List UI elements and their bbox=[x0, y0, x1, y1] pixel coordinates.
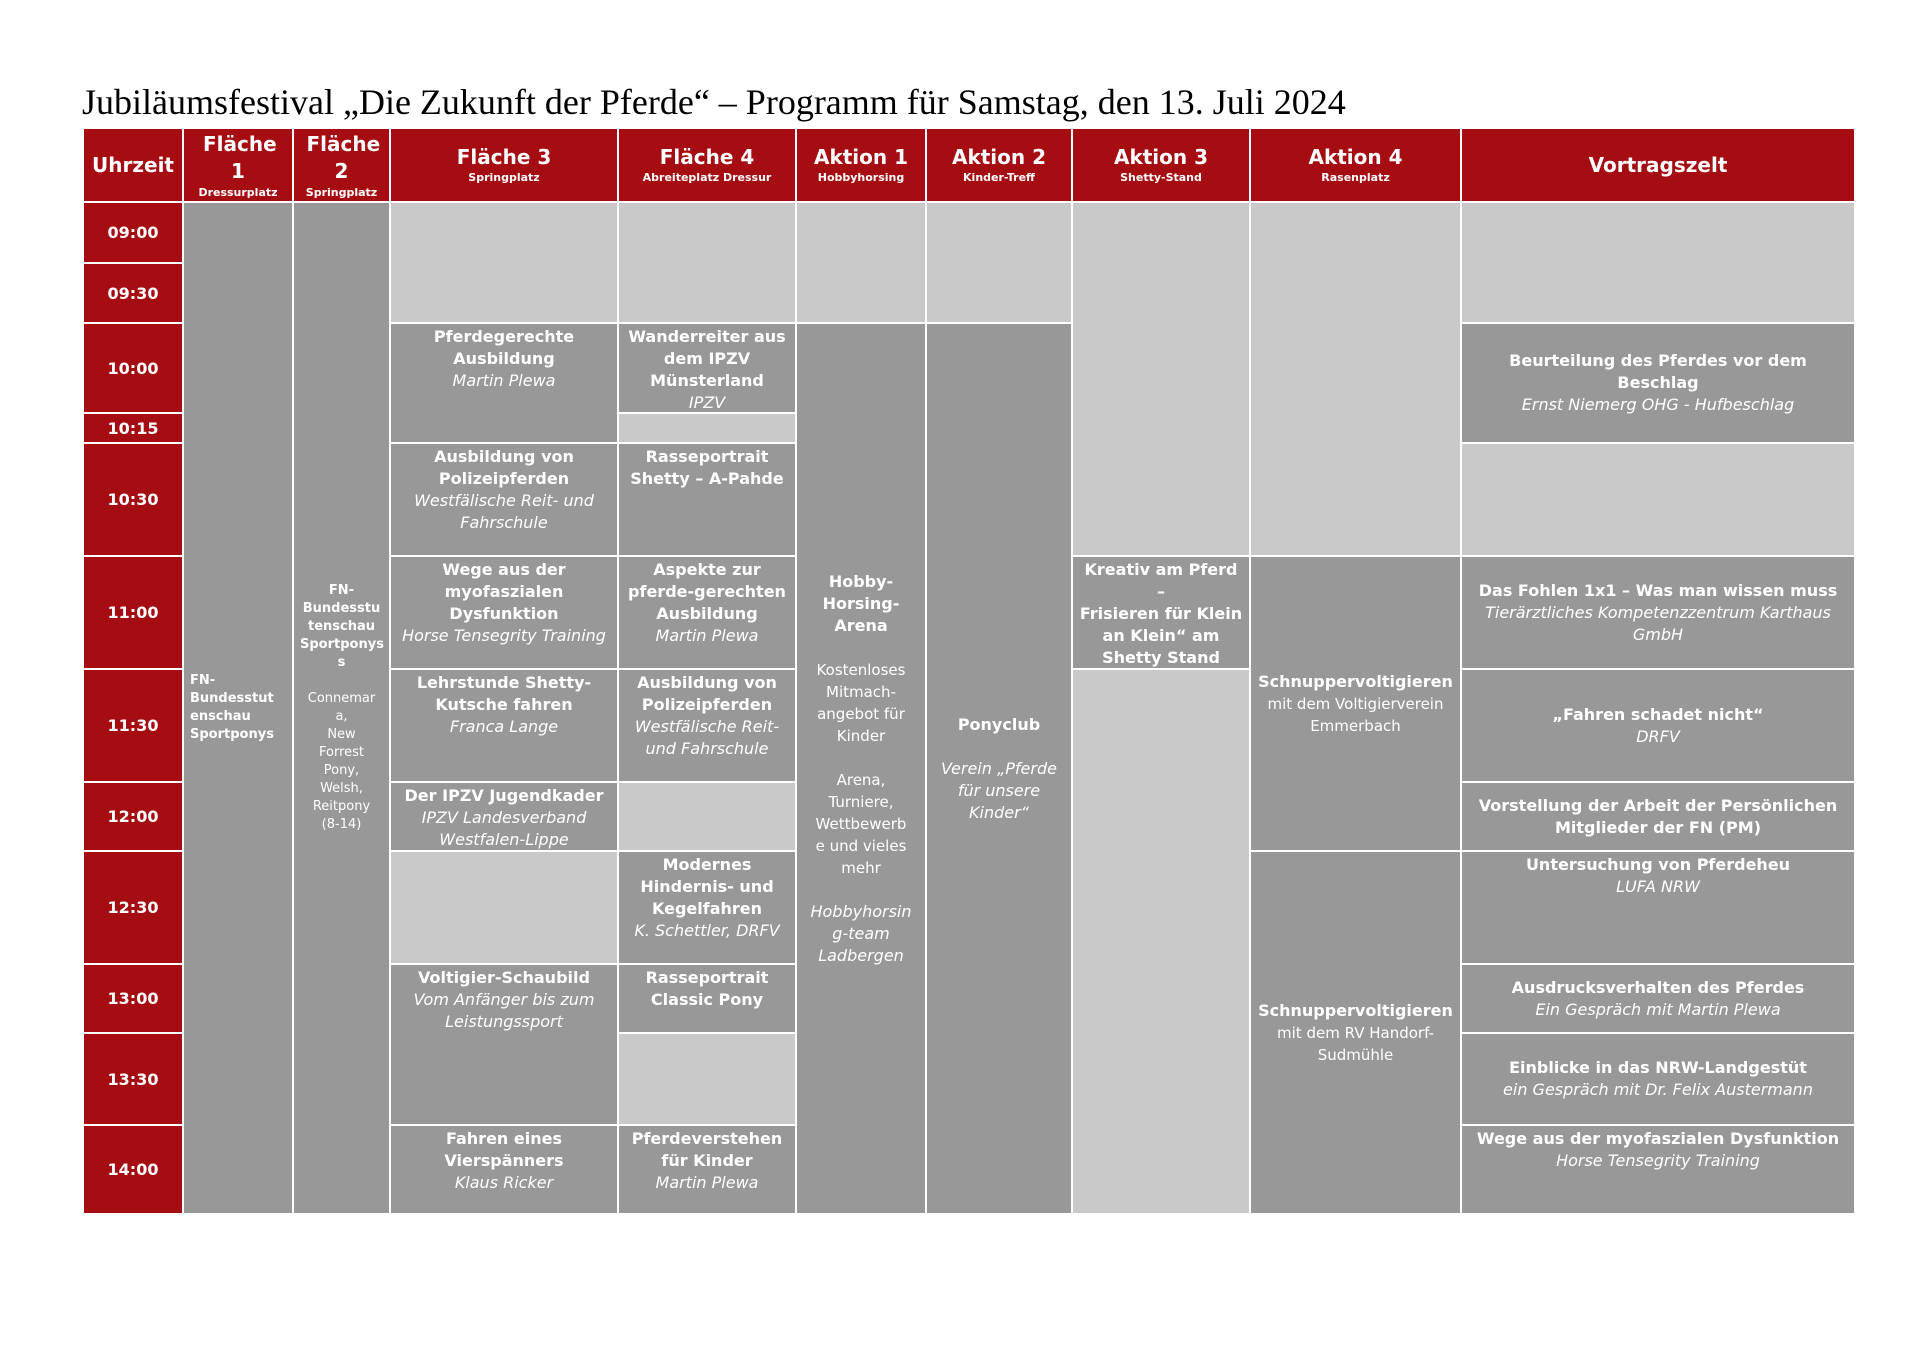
event-title: Wege aus der myofaszialen Dysfunktion bbox=[1476, 1129, 1840, 1148]
empty-slot bbox=[618, 413, 796, 443]
event-text: Kostenloses bbox=[816, 660, 906, 679]
program-event bbox=[618, 1125, 796, 1214]
page-title: Jubiläumsfestival „Die Zukunft der Pferde“ – Programm für Samstag, den 13. Juli 2024 bbox=[82, 82, 1346, 122]
event-text: Arena, bbox=[836, 770, 886, 789]
event-title: Classic Pony bbox=[650, 990, 764, 1009]
program-event bbox=[1461, 964, 1855, 1033]
program-event bbox=[183, 202, 293, 1214]
event-title: Aspekte zur bbox=[653, 560, 761, 579]
event-text: Turniere, bbox=[828, 792, 894, 811]
column-header-name: Uhrzeit bbox=[92, 152, 174, 177]
column-header-name: Aktion 3 bbox=[1113, 145, 1209, 169]
event-host: Martin Plewa bbox=[655, 1173, 759, 1192]
event-spacer bbox=[803, 879, 919, 901]
empty-slot bbox=[1461, 443, 1855, 556]
column-header-uhrzeit bbox=[83, 128, 183, 202]
event-title: Untersuchung von Pferdeheu bbox=[1525, 855, 1791, 874]
event-spacer bbox=[933, 736, 1065, 758]
event-title: Wanderreiter aus bbox=[628, 327, 786, 346]
event-title: Shetty – A-Pahde bbox=[630, 469, 784, 488]
event-host: Horse Tensegrity Training bbox=[1556, 1151, 1760, 1170]
event-text: Kinder bbox=[836, 726, 886, 745]
empty-slot bbox=[926, 202, 1072, 323]
event-host: Leistungssport bbox=[445, 1012, 563, 1031]
empty-slot bbox=[1250, 202, 1461, 556]
event-host: IPZV Landesverband bbox=[421, 808, 587, 827]
column-header-name: Fläche 3 bbox=[456, 145, 552, 169]
event-spacer bbox=[803, 637, 919, 659]
event-title: Hindernis- und bbox=[640, 877, 774, 896]
event-title: Vierspänners bbox=[444, 1151, 564, 1170]
program-event bbox=[618, 669, 796, 782]
event-text: Reitpony bbox=[312, 799, 371, 814]
event-title: Schnuppervoltigieren bbox=[1258, 671, 1453, 691]
event-host: Verein „Pferde bbox=[941, 758, 1057, 778]
program-event bbox=[1461, 323, 1855, 443]
event-host: ein Gespräch mit Dr. Felix Austermann bbox=[1503, 1080, 1813, 1099]
event-host: Vom Anfänger bis zum bbox=[413, 990, 595, 1009]
event-host: für unsere bbox=[957, 780, 1041, 800]
program-event bbox=[1072, 556, 1250, 669]
event-title: Polizeipferden bbox=[438, 469, 570, 488]
event-text: enschau bbox=[190, 709, 251, 724]
program-event bbox=[796, 323, 926, 1214]
column-header-aktion-2 bbox=[926, 128, 1072, 202]
event-spacer bbox=[300, 672, 383, 690]
event-host: und Fahrschule bbox=[645, 739, 769, 758]
event-title: pferde-gerechten bbox=[628, 582, 786, 601]
time-slot: 14:00 bbox=[83, 1125, 183, 1214]
event-host: Ein Gespräch mit Martin Plewa bbox=[1535, 999, 1781, 1019]
column-header-name: Aktion 2 bbox=[951, 145, 1047, 169]
event-text: Sportponys bbox=[300, 637, 384, 652]
event-host: Westfälische Reit- bbox=[634, 717, 780, 736]
event-title: Ausbildung von bbox=[637, 673, 777, 692]
event-title: Der IPZV Jugendkader bbox=[404, 786, 604, 805]
event-title: Das Fohlen 1x1 – Was man wissen muss bbox=[1478, 580, 1838, 600]
event-title: Ponyclub bbox=[957, 714, 1041, 734]
event-text: Welsh, bbox=[320, 781, 363, 796]
column-header-name: Fläche 2 bbox=[306, 131, 381, 183]
event-host: Fahrschule bbox=[460, 513, 548, 532]
event-text: Pony, bbox=[323, 763, 360, 778]
column-header-name: Fläche 1 bbox=[203, 131, 277, 183]
event-title: Kegelfahren bbox=[651, 899, 763, 918]
time-slot: 10:15 bbox=[83, 413, 183, 443]
event-host: DRFV bbox=[1636, 726, 1680, 746]
empty-slot bbox=[618, 782, 796, 851]
time-slot: 10:30 bbox=[83, 443, 183, 556]
program-event bbox=[390, 782, 618, 851]
empty-slot bbox=[1072, 202, 1250, 556]
event-title: für Kinder bbox=[661, 1151, 753, 1170]
time-slot: 13:00 bbox=[83, 964, 183, 1033]
program-event bbox=[293, 202, 390, 1214]
program-event bbox=[1461, 669, 1855, 782]
program-event bbox=[390, 323, 618, 443]
event-title: dem IPZV bbox=[663, 349, 751, 368]
event-title: Beurteilung des Pferdes vor dem Beschlag bbox=[1509, 351, 1807, 392]
event-text: Sudmühle bbox=[1317, 1045, 1394, 1064]
event-text: FN- bbox=[190, 673, 216, 688]
column-header-vortragszelt bbox=[1461, 128, 1855, 202]
program-event bbox=[618, 851, 796, 964]
event-host: Westfälische Reit- und bbox=[414, 491, 594, 510]
time-slot: 11:00 bbox=[83, 556, 183, 669]
event-title: Mitglieder der FN (PM) bbox=[1554, 817, 1762, 837]
event-text: (8-14) bbox=[321, 817, 362, 832]
empty-slot bbox=[390, 202, 618, 323]
event-host: Ladbergen bbox=[818, 945, 904, 965]
event-title: Einblicke in das NRW-Landgestüt bbox=[1509, 1058, 1807, 1077]
event-title: „Fahren schadet nicht“ bbox=[1552, 704, 1764, 724]
event-host: GmbH bbox=[1632, 624, 1684, 644]
column-header-location: Springplatz bbox=[305, 185, 378, 199]
event-text: angebot für bbox=[817, 704, 905, 723]
program-event bbox=[926, 323, 1072, 1214]
event-title: Münsterland bbox=[650, 371, 764, 390]
program-event bbox=[1461, 556, 1855, 669]
event-title: Fahren eines bbox=[446, 1129, 562, 1148]
program-event bbox=[390, 443, 618, 556]
program-event bbox=[618, 443, 796, 556]
program-event bbox=[1250, 556, 1461, 851]
event-host: K. Schettler, DRFV bbox=[634, 921, 780, 940]
event-text: s bbox=[337, 655, 346, 670]
event-text: Emmerbach bbox=[1310, 716, 1401, 735]
event-text: Mitmach- bbox=[826, 682, 896, 701]
event-host: g-team bbox=[832, 923, 890, 943]
event-text: mehr bbox=[841, 858, 881, 877]
empty-slot bbox=[1461, 202, 1855, 323]
event-text: a, bbox=[335, 709, 348, 724]
event-title: Rasseportrait bbox=[645, 968, 769, 987]
column-header-name: Vortragszelt bbox=[1588, 152, 1728, 177]
event-text: Bundesstu bbox=[302, 601, 381, 616]
event-host: Tierärztliches Kompetenzzentrum Karthaus bbox=[1485, 602, 1831, 622]
column-header-aktion-1 bbox=[796, 128, 926, 202]
event-title: an Klein“ am bbox=[1102, 626, 1220, 645]
event-title: Lehrstunde Shetty- bbox=[416, 673, 592, 692]
event-host: Franca Lange bbox=[449, 717, 559, 736]
event-title: Vorstellung der Arbeit der Persönlichen bbox=[1478, 795, 1838, 815]
time-slot: 11:30 bbox=[83, 669, 183, 782]
event-title: Ausdrucksverhalten des Pferdes bbox=[1511, 977, 1805, 997]
column-header-location: Rasenplatz bbox=[1321, 171, 1390, 184]
event-title: Arena bbox=[834, 615, 888, 635]
event-title: Ausbildung von bbox=[434, 447, 574, 466]
time-slot: 09:00 bbox=[83, 202, 183, 263]
column-header-fläche-4 bbox=[618, 128, 796, 202]
event-text: Bundesstut bbox=[190, 691, 274, 706]
program-event bbox=[1461, 1033, 1855, 1125]
time-slot: 09:30 bbox=[83, 263, 183, 323]
event-text: FN- bbox=[328, 583, 355, 598]
event-title: Kreativ am Pferd – bbox=[1084, 560, 1238, 601]
empty-slot bbox=[390, 851, 618, 964]
event-title: Ausbildung bbox=[656, 604, 758, 623]
event-host: Klaus Ricker bbox=[454, 1173, 554, 1192]
event-host: Hobbyhorsin bbox=[810, 901, 912, 921]
event-title: Rasseportrait bbox=[645, 447, 769, 466]
event-text: tenschau bbox=[307, 619, 375, 634]
program-event bbox=[390, 669, 618, 782]
event-text: Forrest bbox=[318, 745, 364, 760]
empty-slot bbox=[1072, 669, 1250, 1214]
event-title: Kutsche fahren bbox=[435, 695, 573, 714]
time-slot: 12:00 bbox=[83, 782, 183, 851]
event-title: Ausbildung bbox=[453, 349, 555, 368]
event-text: Wettbewerb bbox=[815, 814, 907, 833]
program-event bbox=[390, 964, 618, 1125]
event-title: Hobby- bbox=[828, 571, 894, 591]
column-header-name: Aktion 1 bbox=[813, 145, 909, 169]
empty-slot bbox=[796, 202, 926, 323]
program-event bbox=[390, 1125, 618, 1214]
event-title: Wege aus der bbox=[442, 560, 566, 579]
column-header-location: Shetty-Stand bbox=[1120, 171, 1202, 184]
event-title: Dysfunktion bbox=[449, 604, 559, 623]
column-header-aktion-3 bbox=[1072, 128, 1250, 202]
event-title: Voltigier-Schaubild bbox=[418, 968, 590, 987]
event-title: Pferdegerechte bbox=[433, 327, 575, 346]
event-title: Shetty Stand bbox=[1102, 648, 1220, 667]
empty-slot bbox=[618, 202, 796, 323]
empty-slot bbox=[618, 1033, 796, 1125]
event-title: Frisieren für Klein bbox=[1079, 604, 1243, 623]
program-event bbox=[1461, 1125, 1855, 1214]
event-title: Schnuppervoltigieren bbox=[1258, 1000, 1453, 1020]
column-header-fläche-2 bbox=[293, 128, 390, 202]
program-event bbox=[618, 323, 796, 413]
event-text: New bbox=[327, 727, 356, 742]
event-text: mit dem Voltigierverein bbox=[1267, 694, 1444, 713]
event-text: e und vieles bbox=[815, 836, 907, 855]
time-slot: 10:00 bbox=[83, 323, 183, 413]
column-header-location: Hobbyhorsing bbox=[817, 171, 905, 184]
program-event bbox=[1461, 851, 1855, 964]
column-header-name: Fläche 4 bbox=[659, 145, 755, 169]
program-event bbox=[390, 556, 618, 669]
event-title: myofaszialen bbox=[444, 582, 564, 601]
column-header-location: Kinder-Treff bbox=[963, 171, 1035, 184]
column-header-name: Aktion 4 bbox=[1308, 145, 1403, 169]
event-text: Connemar bbox=[307, 691, 376, 706]
event-host: Ernst Niemerg OHG - Hufbeschlag bbox=[1521, 395, 1795, 414]
event-host: Martin Plewa bbox=[655, 626, 759, 645]
column-header-fläche-3 bbox=[390, 128, 618, 202]
event-title: Horsing- bbox=[822, 593, 900, 613]
event-title: Polizeipferden bbox=[641, 695, 773, 714]
time-slot: 12:30 bbox=[83, 851, 183, 964]
column-header-location: Springplatz bbox=[468, 171, 540, 184]
column-header-location: Abreiteplatz Dressur bbox=[642, 171, 772, 184]
event-host: Westfalen-Lippe bbox=[439, 830, 569, 849]
column-header-aktion-4 bbox=[1250, 128, 1461, 202]
event-host: Martin Plewa bbox=[452, 371, 556, 390]
event-host: Kinder“ bbox=[969, 802, 1029, 822]
event-host: IPZV bbox=[688, 393, 726, 412]
event-text: Sportponys bbox=[190, 727, 274, 742]
event-host: Horse Tensegrity Training bbox=[402, 626, 606, 645]
column-header-location: Dressurplatz bbox=[198, 185, 278, 199]
program-event bbox=[1250, 851, 1461, 1214]
event-title: Modernes bbox=[662, 855, 752, 874]
program-event bbox=[1461, 782, 1855, 851]
column-header-fläche-1 bbox=[183, 128, 293, 202]
event-text: mit dem RV Handorf- bbox=[1277, 1023, 1434, 1042]
program-event bbox=[618, 556, 796, 669]
event-title: Pferdeverstehen bbox=[631, 1129, 783, 1148]
event-spacer bbox=[803, 747, 919, 769]
program-event bbox=[618, 964, 796, 1033]
time-slot: 13:30 bbox=[83, 1033, 183, 1125]
event-host: LUFA NRW bbox=[1616, 877, 1700, 896]
